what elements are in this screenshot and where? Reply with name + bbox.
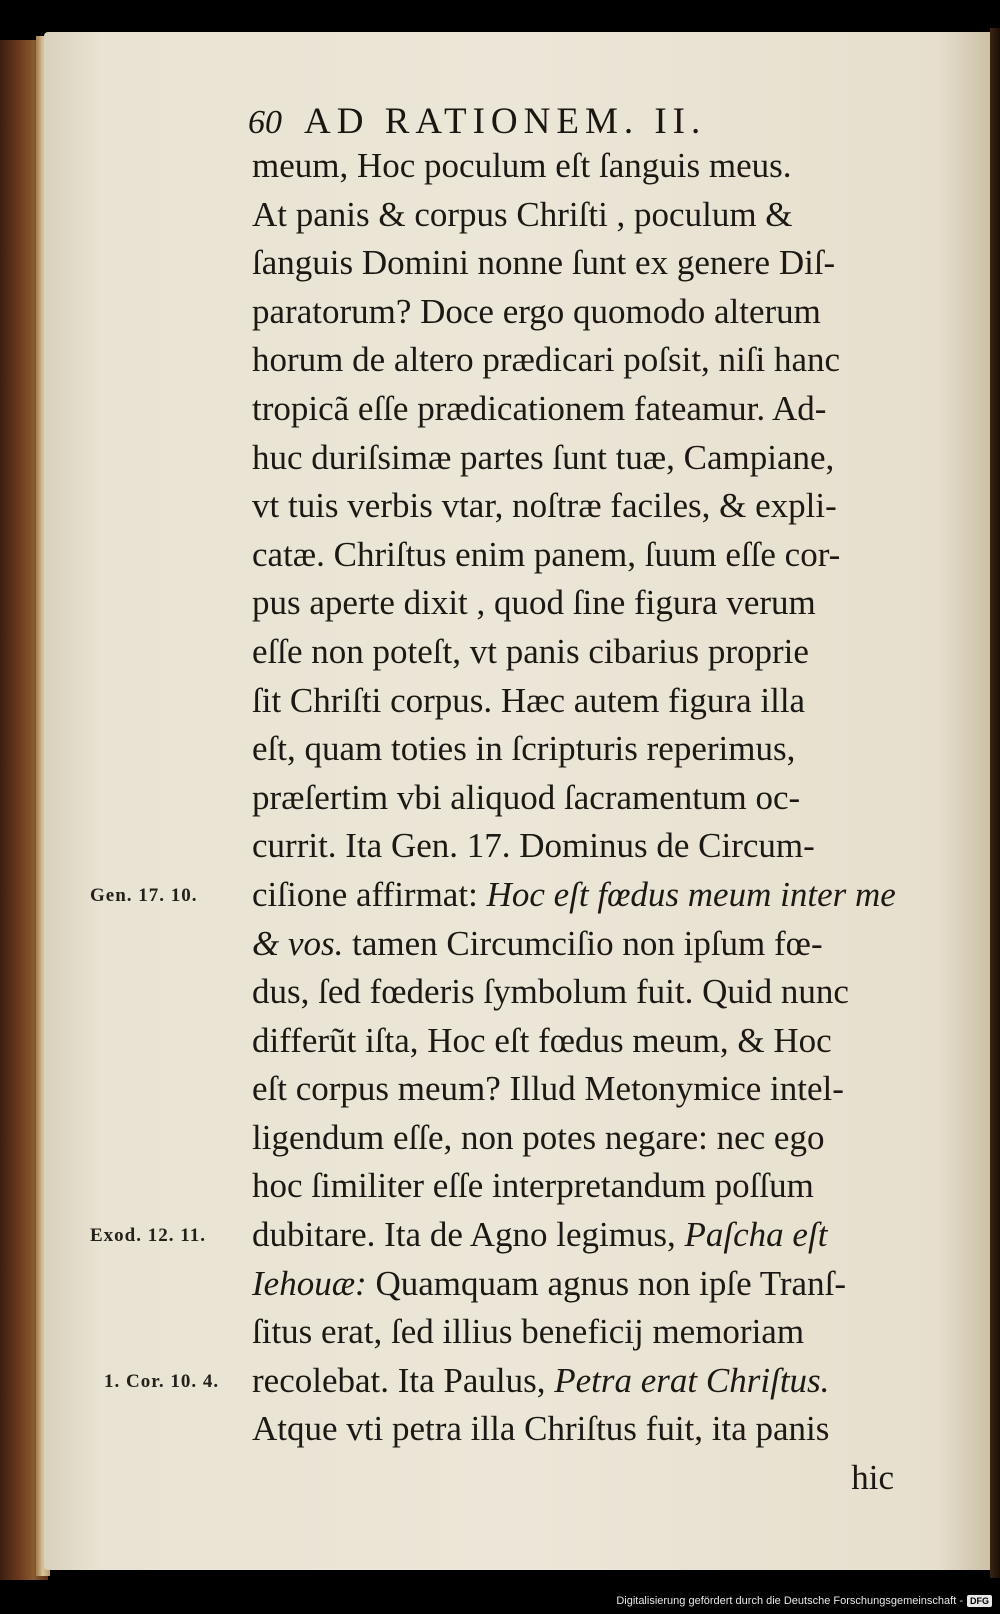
text-line (252, 1260, 942, 1309)
text-line (252, 968, 942, 1017)
italic-quotation: Hoc eſt fœdus meum inter me (486, 874, 896, 914)
text-line (252, 191, 942, 240)
marginal-note: Exod. 12. 11. (90, 1225, 206, 1247)
line-text: dus, ſed fœderis ſymbolum fuit. Quid nunc (252, 972, 849, 1012)
line-text: differũt iſta, Hoc eſt fœdus meum, & Hoc (252, 1020, 832, 1060)
text-line (252, 1162, 942, 1211)
line-text: præſertim vbi aliquod ſacramentum oc- (252, 777, 801, 817)
running-title: AD RATIONEM. II. (304, 101, 707, 142)
text-line (252, 288, 942, 337)
book-cover-right (990, 28, 1000, 1578)
line-text: pus aperte dixit , quod ſine figura verum (252, 583, 816, 623)
page-number: 60 (248, 104, 282, 141)
text-line (252, 920, 942, 969)
text-line (252, 725, 942, 774)
line-text: ſitus erat, ſed illius beneficij memoriam (252, 1312, 805, 1352)
text-line (252, 142, 942, 191)
line-text: hoc ſimiliter eſſe interpretandum poſſum (252, 1166, 814, 1206)
line-text: eſt, quam toties in ſcripturis reperimus, (252, 729, 796, 769)
body-text (252, 142, 942, 1503)
line-text: dubitare. Ita de Agno legimus, (252, 1215, 685, 1255)
text-line (252, 385, 942, 434)
text-line (252, 871, 942, 920)
line-text: paratorum? Doce ergo quomodo alterum (252, 291, 821, 331)
text-line (252, 434, 942, 483)
line-text: ſit Chriſti corpus. Hæc autem figura illa (252, 680, 806, 720)
credit-text: Digitalisierung gefördert durch die Deutsche Forschungsgemeinschaft - (616, 1595, 963, 1607)
italic-quotation: Petra erat Chriſtus. (554, 1360, 830, 1400)
marginal-note: 1. Cor. 10. 4. (104, 1371, 220, 1392)
running-header (248, 100, 868, 143)
text-line (252, 239, 942, 288)
line-text: huc duriſsimæ partes ſunt tuæ, Campiane, (252, 437, 835, 477)
line-text: ciſione affirmat: (252, 874, 487, 914)
line-text: hic (851, 1458, 894, 1498)
line-text: ligendum eſſe, non potes negare: nec ego (252, 1117, 825, 1157)
text-line (252, 1454, 942, 1503)
line-text: currit. Ita Gen. 17. Dominus de Circum- (252, 826, 815, 866)
line-text: Atque vti petra illa Chriſtus fuit, ita panis (252, 1409, 830, 1449)
italic-quotation: Iehouæ: (252, 1263, 367, 1303)
line-text: horum de altero prædicari poſsit, niſi hanc (252, 340, 841, 380)
text-line (252, 1405, 942, 1454)
text-line (252, 774, 942, 823)
italic-quotation: & vos. (252, 923, 344, 963)
text-line (252, 1114, 942, 1163)
text-line (252, 677, 942, 726)
text-line (252, 1065, 942, 1114)
text-line (252, 482, 942, 531)
italic-quotation: Paſcha eſt (684, 1215, 828, 1255)
text-line (252, 336, 942, 385)
text-line (252, 1211, 942, 1260)
line-text: vt tuis verbis vtar, noſtræ faciles, & expli- (252, 486, 837, 526)
line-text: eſt corpus meum? Illud Metonymice intel- (252, 1069, 844, 1109)
line-text: ſanguis Domini nonne ſunt ex genere Diſ- (252, 243, 836, 283)
line-text: tropicã eſſe prædicationem fateamur. Ad- (252, 388, 827, 428)
text-line (252, 628, 942, 677)
line-text: eſſe non poteſt, vt panis cibarius proprie (252, 631, 809, 671)
line-text: recolebat. Ita Paulus, (252, 1360, 555, 1400)
text-line (252, 1017, 942, 1066)
line-text: tamen Circumciſio non ipſum fœ- (343, 923, 823, 963)
dfg-logo-icon: DFG (967, 1595, 992, 1607)
marginal-note: Gen. 17. 10. (90, 885, 198, 906)
digitization-credit (616, 1592, 992, 1610)
text-line (252, 579, 942, 628)
text-line (252, 531, 942, 580)
line-text: meum, Hoc poculum eſt ſanguis meus. (252, 146, 792, 185)
text-line (252, 1357, 942, 1406)
line-text: Quamquam agnus non ipſe Tranſ- (366, 1263, 846, 1303)
text-line (252, 1308, 942, 1357)
line-text: At panis & corpus Chriſti , poculum & (252, 194, 793, 234)
line-text: catæ. Chriſtus enim panem, ſuum eſſe cor- (252, 534, 841, 574)
text-line (252, 822, 942, 871)
